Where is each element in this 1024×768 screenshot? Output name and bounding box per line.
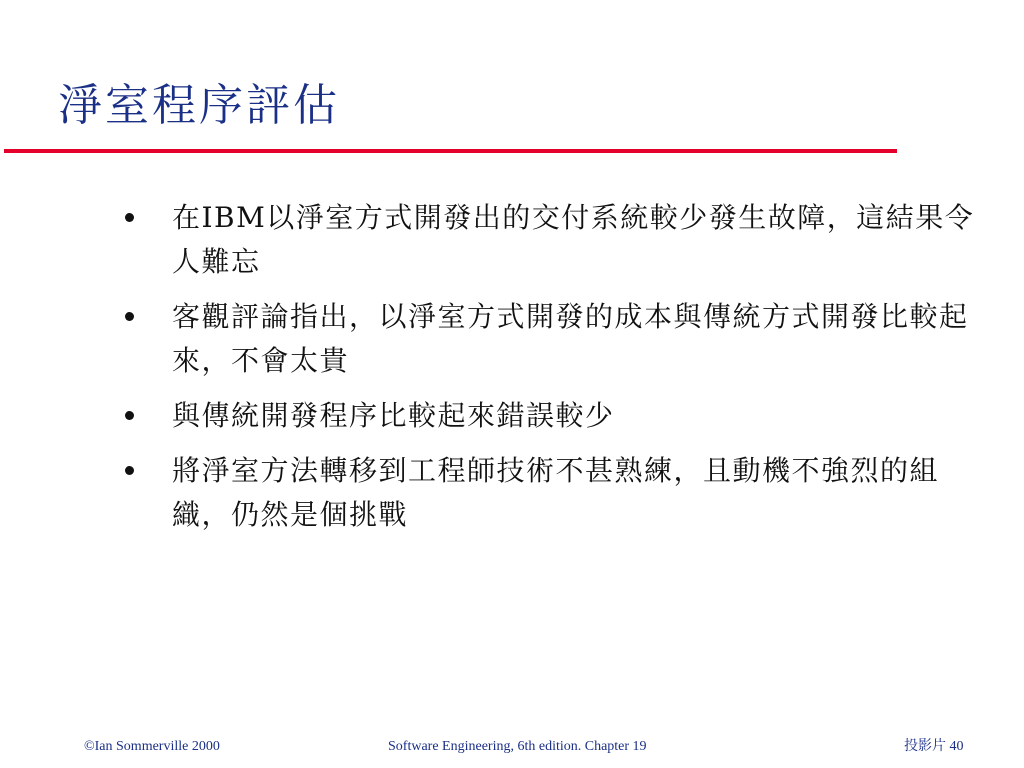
bullet-text: 與傳統開發程序比較起來錯誤較少 [172, 399, 615, 432]
bullet-item [120, 449, 980, 537]
bullet-dot-icon [125, 213, 134, 222]
bullet-text: 在IBM以淨室方式開發出的交付系統較少發生故障，這結果令人難忘 [172, 201, 975, 278]
bullet-dot-icon [125, 466, 134, 475]
bullet-dot-icon [125, 411, 134, 420]
bullet-text: 客觀評論指出，以淨室方式開發的成本與傳統方式開發比較起來，不會太貴 [172, 300, 969, 377]
bullet-dot-icon [125, 312, 134, 321]
bullet-item [120, 394, 980, 438]
footer-slide-number: 投影片 40 [904, 739, 964, 754]
slide-title: 淨室程序評估 [58, 80, 340, 131]
title-underline [4, 149, 897, 153]
bullet-item [120, 196, 980, 284]
footer-copyright: ©Ian Sommerville 2000 [84, 739, 220, 754]
bullet-list [120, 196, 980, 548]
bullet-item [120, 295, 980, 383]
bullet-text: 將淨室方法轉移到工程師技術不甚熟練，且動機不強烈的組織，仍然是個挑戰 [172, 454, 940, 531]
footer-book-title: Software Engineering, 6th edition. Chapter 19 [388, 739, 647, 754]
